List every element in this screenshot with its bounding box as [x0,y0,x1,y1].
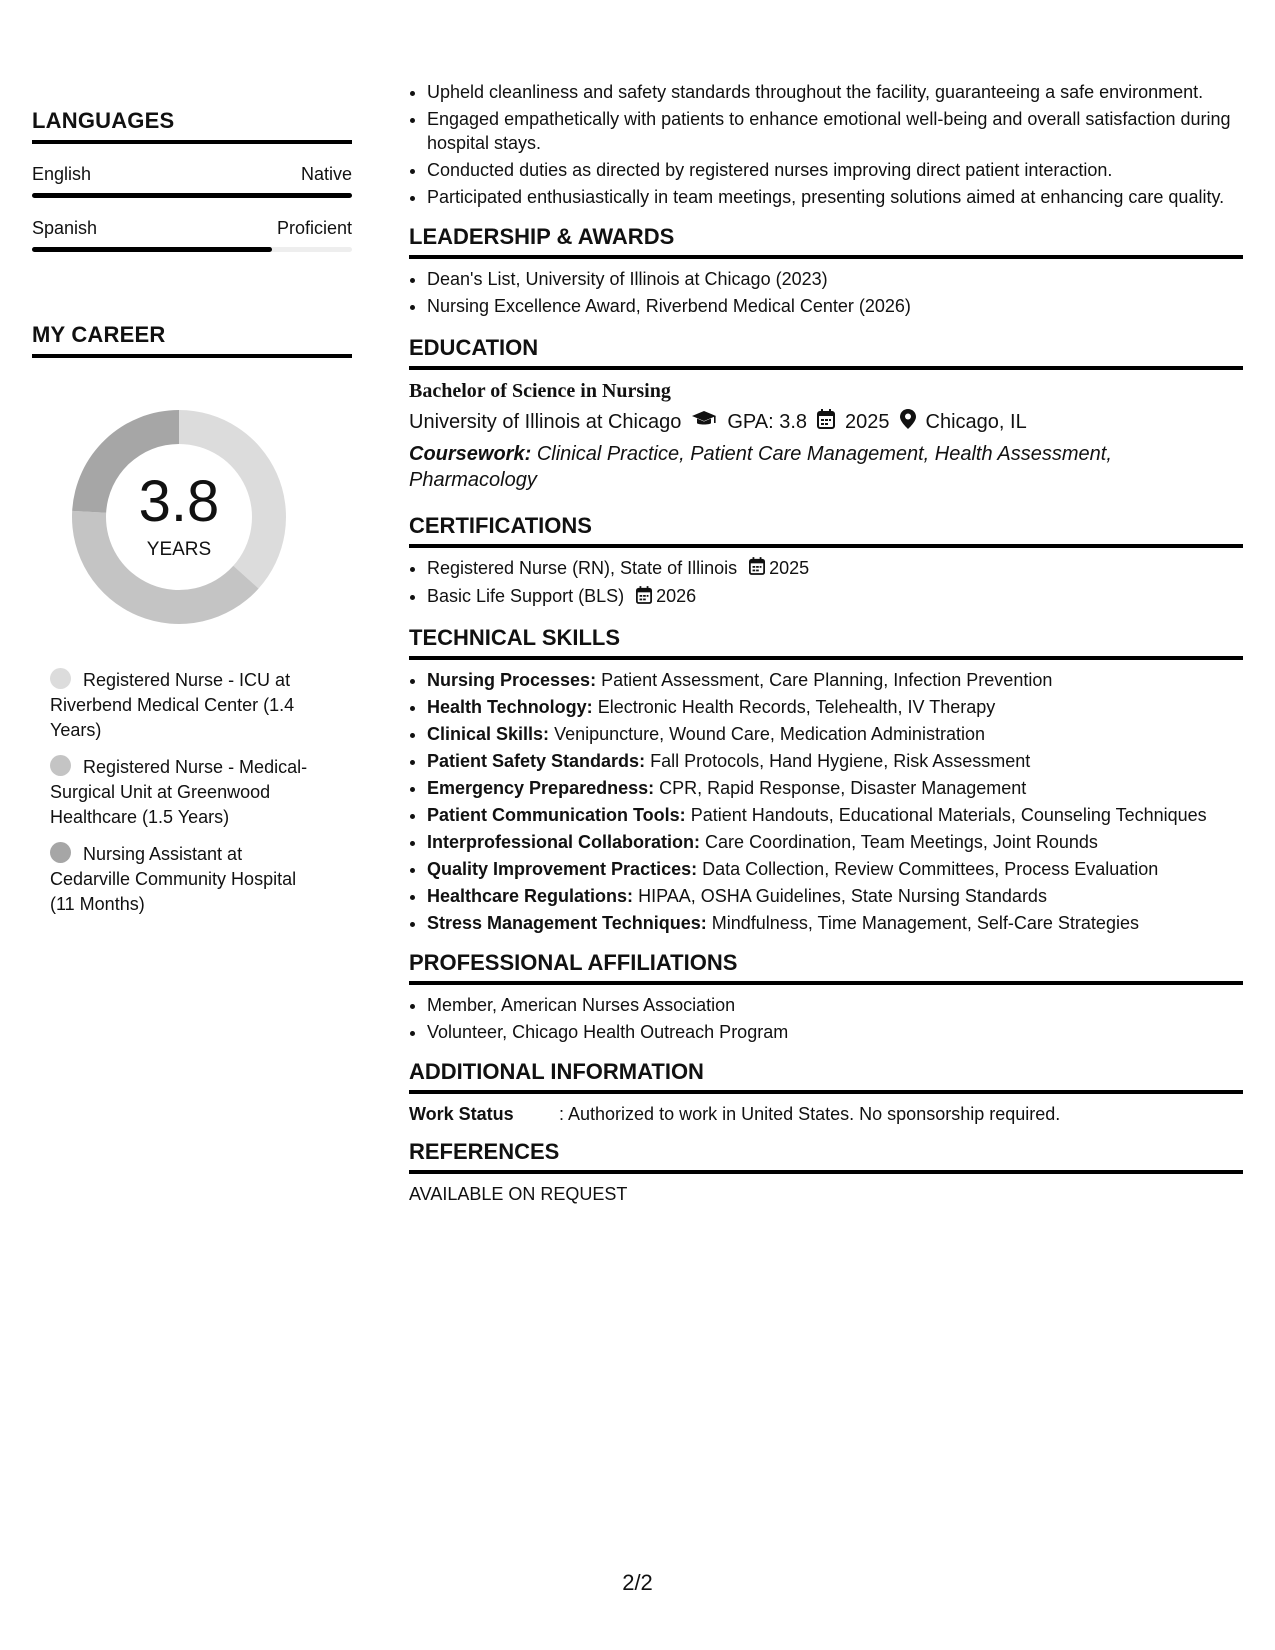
skills-title: TECHNICAL SKILLS [409,625,1243,660]
skill-category: Healthcare Regulations: [427,885,634,906]
work-status-label: Work Status [409,1103,514,1124]
career-legend-label: Registered Nurse - ICU at Riverbend Medical Center (1.4 Years) [50,670,295,740]
skill-values: Electronic Health Records, Telehealth, IV Therapy [597,696,996,717]
skill-values: Patient Assessment, Care Planning, Infection Prevention [601,669,1053,690]
skill-values: Patient Handouts, Educational Materials, Counseling Techniques [690,804,1207,825]
main-content [409,0,1243,1205]
career-legend [50,668,320,917]
list-item: • Volunteer, Chicago Health Outreach Program [427,1020,1243,1044]
education-school: University of Illinois at Chicago [409,410,682,433]
career-legend-item [50,755,320,830]
education-gpa: GPA: 3.8 [727,410,808,433]
career-legend-label: Registered Nurse - Medical-Surgical Unit at Greenwood Healthcare (1.5 Years) [50,757,308,827]
skill-item [427,749,1243,773]
language-proficiency-bar [32,247,352,252]
certification-year: 2025 [769,558,810,578]
page-number: 2/2 [622,1570,653,1595]
work-status-value: : Authorized to work in United States. No sponsorship required. [559,1103,1061,1124]
education-location: Chicago, IL [925,410,1027,433]
education-title: EDUCATION [409,335,1243,370]
languages-title: LANGUAGES [32,108,352,144]
skill-item [427,776,1243,800]
education-degree: Bachelor of Science in Nursing [409,380,671,402]
certification-item [427,584,1243,609]
additional-info-title: ADDITIONAL INFORMATION [409,1059,1243,1094]
skill-values: CPR, Rapid Response, Disaster Management [659,777,1027,798]
skill-values: Fall Protocols, Hand Hygiene, Risk Assessment [650,750,1031,771]
certification-item [427,556,1243,581]
skill-item [427,803,1243,827]
list-item: • Member, American Nurses Association [427,993,1243,1017]
language-row [32,198,352,247]
language-proficiency-fill [32,247,272,252]
list-item: • Conducted duties as directed by registered nurses improving direct patient interaction. [427,158,1243,182]
language-name: English [32,164,92,184]
coursework-label: Coursework: [409,443,532,465]
career-legend-item [50,668,320,743]
career-donut-chart [64,402,294,632]
career-total-years: 3.8 [138,469,220,534]
calendar-icon [636,586,652,610]
list-item: • Dean's List, University of Illinois at Chicago (2023) [427,267,1243,291]
references-title: REFERENCES [409,1139,1243,1174]
skill-item [427,911,1243,935]
language-proficiency-bar [32,193,352,198]
location-pin-icon [900,409,916,435]
sidebar [32,0,352,929]
language-level: Native [300,164,352,184]
certification-name: Basic Life Support (BLS) [427,586,625,607]
skill-category: Interprofessional Collaboration: [427,831,701,852]
certification-year: 2026 [656,586,697,607]
skill-values: Venipuncture, Wound Care, Medication Administration [554,723,985,744]
skill-category: Patient Communication Tools: [427,804,686,825]
list-item: • Participated enthusiastically in team meetings, presenting solutions aimed at enhancing care quality. [427,185,1243,209]
certification-name: Registered Nurse (RN), State of Illinois [427,558,738,578]
skill-item [427,722,1243,746]
skill-category: Emergency Preparedness: [427,777,655,798]
certifications-title: CERTIFICATIONS [409,513,1243,548]
coursework-text: Clinical Practice, Patient Care Management, Health Assessment, Pharmacology [409,443,1112,491]
skill-values: Care Coordination, Team Meetings, Joint Rounds [705,831,1098,852]
leadership-list [409,267,1243,318]
language-proficiency-fill [32,193,352,198]
references-text: AVAILABLE ON REQUEST [409,1183,628,1204]
affiliations-title: PROFESSIONAL AFFILIATIONS [409,950,1243,985]
certifications-list [409,556,1243,610]
career-title: MY CAREER [32,322,352,358]
education-year: 2025 [845,410,890,433]
list-item: • Nursing Excellence Award, Riverbend Medical Center (2026) [427,294,1243,318]
list-item: • Upheld cleanliness and safety standards throughout the facility, guaranteeing a safe environment. [427,80,1243,104]
skill-values: HIPAA, OSHA Guidelines, State Nursing Standards [638,885,1047,906]
work-status-row [409,1104,1243,1125]
skill-values: Data Collection, Review Committees, Process Evaluation [702,858,1159,879]
legend-dot-icon [50,842,71,863]
skill-category: Stress Management Techniques: [427,912,707,933]
skills-list [409,668,1243,935]
skill-category: Nursing Processes: [427,669,597,690]
calendar-icon [749,557,765,581]
leadership-title: LEADERSHIP & AWARDS [409,224,1243,259]
experience-bullets [409,80,1243,209]
affiliations-list [409,993,1243,1044]
skill-category: Health Technology: [427,696,593,717]
skill-item [427,884,1243,908]
career-unit: YEARS [146,539,212,560]
language-row [32,144,352,193]
skill-category: Quality Improvement Practices: [427,858,698,879]
career-legend-item [50,842,320,917]
graduation-cap-icon [691,410,717,434]
language-name: Spanish [32,218,98,238]
career-legend-label: Nursing Assistant at Cedarville Community Hospital (11 Months) [50,844,297,914]
skill-category: Clinical Skills: [427,723,550,744]
legend-dot-icon [50,755,71,776]
education-details [409,409,1243,435]
legend-dot-icon [50,668,71,689]
calendar-icon [817,409,835,435]
skill-item [427,695,1243,719]
education-coursework [409,441,1243,493]
skill-item [427,857,1243,881]
skill-category: Patient Safety Standards: [427,750,646,771]
skill-values: Mindfulness, Time Management, Self-Care Strategies [711,912,1139,933]
languages-list [32,144,352,252]
language-level: Proficient [276,218,352,238]
skill-item [427,668,1243,692]
list-item: • Engaged empathetically with patients to enhance emotional well-being and overall satisfaction during hospital stays. [427,107,1243,155]
skill-item [427,830,1243,854]
